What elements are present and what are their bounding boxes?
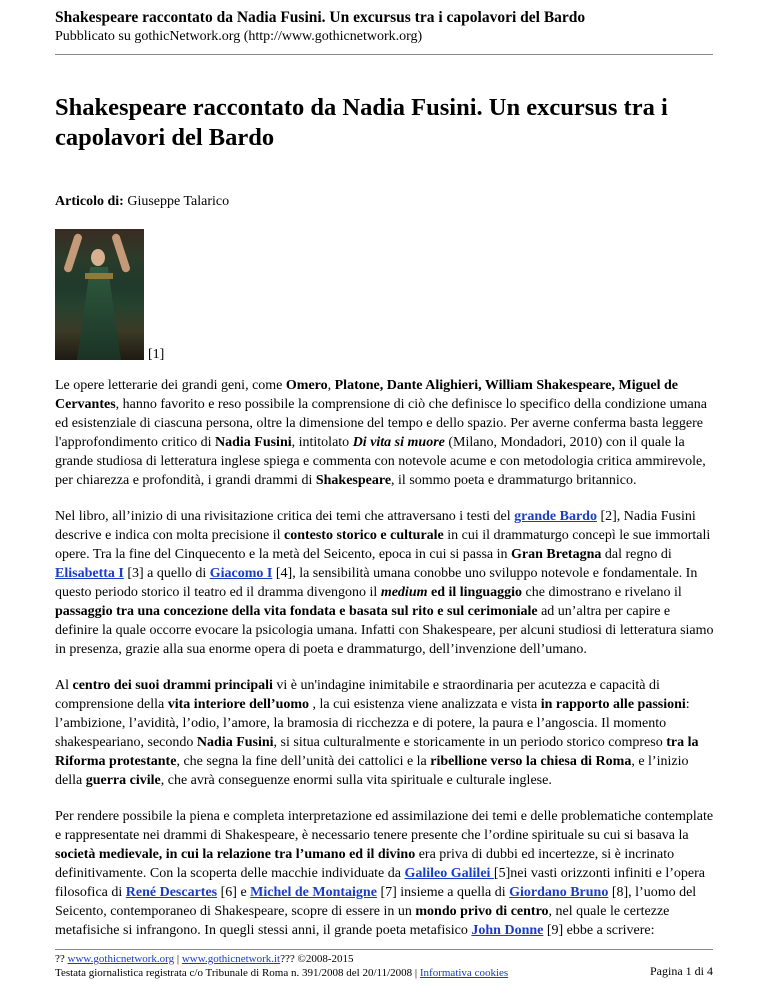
text: [6] e xyxy=(217,885,251,900)
bold-text: ribellione verso la chiesa di Roma xyxy=(430,754,632,769)
text: [7] insieme a quella di xyxy=(376,885,510,900)
link-rene-descartes[interactable]: René Descartes xyxy=(125,885,218,900)
text: [9] ebbe a scrivere: xyxy=(543,923,655,938)
text: [8], l’uomo del Seicento, contemporaneo di Shakespeare, scopre di essere in un xyxy=(55,885,697,919)
image-reference: [1] xyxy=(148,347,165,362)
bold-text: passaggio tra una concezione della vita fondata e basata sul rito e sul cerimoniale xyxy=(55,604,538,619)
bold-text: ed il linguaggio xyxy=(427,585,523,600)
text: , e l’inizio della xyxy=(55,754,689,788)
text: , xyxy=(327,378,335,393)
bold-text: Platone, Dante Alighieri, William Shakespeare, Miguel de Cervantes xyxy=(55,378,679,412)
text: che dimostrano e rivelano il xyxy=(522,585,682,600)
article-body xyxy=(55,376,717,957)
text: [5]nei vasti orizzonti infiniti e l’opera filosofica di xyxy=(55,866,706,900)
image-figure-belt xyxy=(85,273,113,279)
image-figure-arm-right xyxy=(111,233,131,274)
text: , la cui esistenza viene analizzata e vista xyxy=(309,697,541,712)
byline-label: Articolo di: xyxy=(55,194,124,209)
bold-text: Shakespeare xyxy=(315,473,392,488)
bold-text: contesto storico e culturale xyxy=(283,528,444,543)
bold-text: Omero xyxy=(285,378,328,393)
book-title: Di vita si muore xyxy=(352,435,445,450)
page-header xyxy=(55,8,713,46)
text: Per rendere possibile la piena e completa interpretazione ed assimilazione dei temi e delle problematiche contemplate e rappresentate nei drammi di Shakespeare, è necessario tenere presente che l’ordine spirituale su cui si basava la xyxy=(55,809,714,843)
page-footer xyxy=(55,952,508,980)
footer-link-it[interactable]: www.gothicnetwork.it xyxy=(181,953,281,965)
paragraph-4 xyxy=(55,807,717,940)
text: Le opere letterarie dei grandi geni, come xyxy=(55,378,286,393)
footer-separator: | xyxy=(174,953,182,965)
article-image[interactable] xyxy=(55,229,144,360)
link-galileo-galilei[interactable]: Galileo Galilei xyxy=(404,866,494,881)
text: vi è un'indagine inimitabile e straordinaria per acutezza e capacità di comprensione della xyxy=(55,678,660,712)
text: era priva di dubbi ed incertezze, si è incrinato definitivamente. Con la scoperta delle macchie individuate da xyxy=(55,847,675,881)
text: dal regno di xyxy=(601,547,672,562)
text: (Milano, Mondadori, 2010) con il quale la grande studiosa di letteratura inglese spiega e commenta con notevole acume e con metodologia critica ammirevole, per chiarezza e profondità, i grandi drammi di xyxy=(55,435,706,488)
article-title: Shakespeare raccontato da Nadia Fusini. Un excursus tra i capolavori del Bardo xyxy=(55,94,668,151)
bold-text: società medievale, in cui la relazione tra l’umano ed il divino xyxy=(55,847,416,862)
footer-line-1 xyxy=(55,952,508,966)
text: in cui il drammaturgo concepì le sue immortali opere. Tra la fine del Cinquecento e la metà del Seicento, epoca in cui si passa in xyxy=(55,528,711,562)
text: Al xyxy=(55,678,73,693)
footer-copyright: ??? ©2008-2015 xyxy=(280,953,354,965)
footer-registration: Testata giornalistica registrata c/o Tribunale di Roma n. 391/2008 del 20/11/2008 | xyxy=(55,967,420,979)
text: , che avrà conseguenze enormi sulla vita spirituale e culturale inglese. xyxy=(160,773,552,788)
bold-text: vita interiore dell’uomo xyxy=(167,697,310,712)
bold-text: in rapporto alle passioni xyxy=(540,697,686,712)
image-figure-face xyxy=(91,249,105,266)
image-figure-arm-left xyxy=(63,233,83,274)
paragraph-2 xyxy=(55,507,717,659)
header-subtitle: Pubblicato su gothicNetwork.org (http://www.gothicnetwork.org) xyxy=(55,29,423,44)
link-john-donne[interactable]: John Donne xyxy=(471,923,544,938)
bold-text: centro dei suoi drammi principali xyxy=(72,678,273,693)
header-divider xyxy=(55,54,713,55)
footer-line-2 xyxy=(55,966,508,980)
text: , nel quale le certezze metafisiche si infrangono. In quegli stessi anni, il grande poeta metafisico xyxy=(55,904,670,938)
text: , il sommo poeta e drammaturgo britannico. xyxy=(391,473,637,488)
text: , intitolato xyxy=(291,435,353,450)
text: [2], Nadia Fusini descrive e indica con molta precisione il xyxy=(55,509,696,543)
byline xyxy=(55,194,229,210)
link-giordano-bruno[interactable]: Giordano Bruno xyxy=(509,885,609,900)
bold-italic-text: medium xyxy=(380,585,428,600)
text: , hanno favorito e reso possibile la comprensione di ciò che definisce lo specifico della condizione umana ed esistenziale di ciascuna persona, oltre la dimensione del tempo e dello spazio. Per averne conferma basta leggere l'approfondimento critico di xyxy=(55,397,707,450)
bold-text: Nadia Fusini xyxy=(196,735,274,750)
header-title: Shakespeare raccontato da Nadia Fusini. Un excursus tra i capolavori del Bardo xyxy=(55,9,586,26)
paragraph-1 xyxy=(55,376,717,490)
bold-text: Nadia Fusini xyxy=(214,435,292,450)
text: : l’ambizione, l’avidità, l’odio, l’amore, la bramosia di ricchezza e di potere, la paura e l’angoscia. Il momento shakespeariano, secondo xyxy=(55,697,690,750)
text: Nel libro, all’inizio di una rivisitazione critica dei temi che attraversano i testi del xyxy=(55,509,515,524)
bold-text: guerra civile xyxy=(85,773,161,788)
link-elisabetta-i[interactable]: Elisabetta I xyxy=(55,566,124,581)
page-number: Pagina 1 di 4 xyxy=(650,964,713,978)
bold-text: mondo privo di centro xyxy=(415,904,549,919)
footer-prefix: ?? xyxy=(55,953,68,965)
text: [4], la sensibilità umana conobbe uno sviluppo notevole e fondamentale. In questo periodo storico il teatro ed il dramma divengono il xyxy=(55,566,698,600)
image-figure-gown xyxy=(77,267,121,360)
bold-text: Gran Bretagna xyxy=(511,547,602,562)
text: , che segna la fine dell’unità dei cattolici e la xyxy=(176,754,431,769)
text: , si situa culturalmente e storicamente in un periodo storico compreso xyxy=(273,735,667,750)
footer-divider xyxy=(55,949,713,950)
byline-author: Giuseppe Talarico xyxy=(127,194,230,209)
text: [3] a quello di xyxy=(123,566,210,581)
bold-text: tra la Riforma protestante xyxy=(55,735,699,769)
link-giacomo-i[interactable]: Giacomo I xyxy=(209,566,273,581)
paragraph-3 xyxy=(55,676,717,790)
link-grande-bardo[interactable]: grande Bardo xyxy=(514,509,597,524)
text: ad un’altra per capire e definire la quale occorre evocare la psicologia umana. Infatti con Shakespeare, per alcuni studiosi di letteratura siamo in presenza, grazie alla sua enorme opera di poeta e drammaturgo, dell’invenzione dell’umano. xyxy=(55,604,714,657)
footer-link-org[interactable]: www.gothicnetwork.org xyxy=(67,953,175,965)
footer-cookies-link[interactable]: Informativa cookies xyxy=(419,967,509,979)
link-michel-de-montaigne[interactable]: Michel de Montaigne xyxy=(250,885,377,900)
